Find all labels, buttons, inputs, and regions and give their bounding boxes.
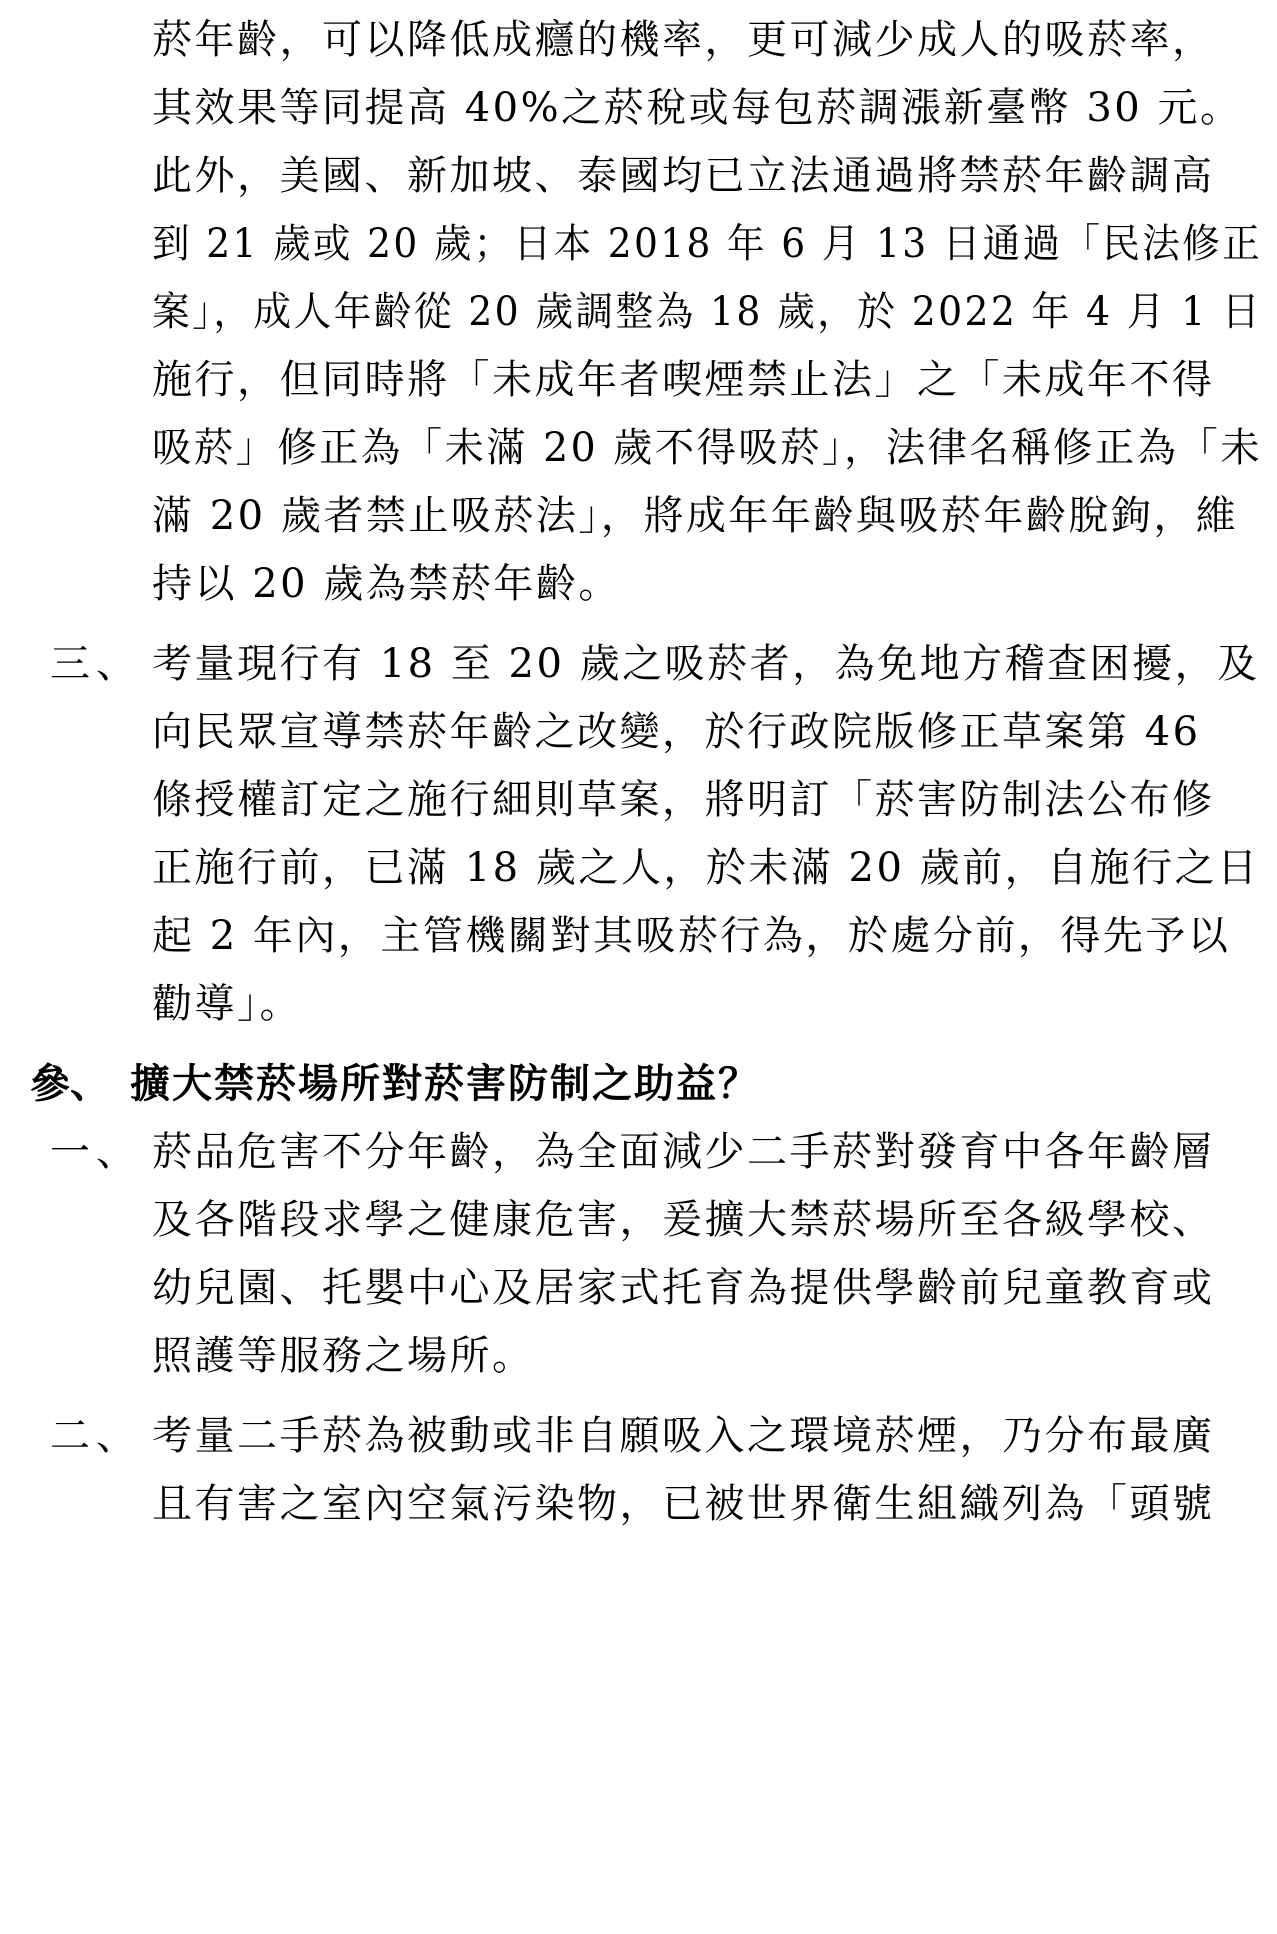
paragraph-line: 施行，但同時將「未成年者喫煙禁止法」之「未成年不得 [152,357,1215,403]
paragraph-line: 幼兒園、托嬰中心及居家式托育為提供學齡前兒童教育或 [152,1265,1215,1311]
item-number: 一、 [50,1129,142,1175]
paragraph-line: 菸年齡，可以降低成癮的機率，更可減少成人的吸菸率， [152,17,1215,63]
paragraph-line: 滿 20 歲者禁止吸菸法」，將成年年齡與吸菸年齡脫鉤，維 [152,493,1239,539]
paragraph-line: 其效果等同提高 40%之菸稅或每包菸調漲新臺幣 30 元。 [152,85,1243,131]
paragraph-line: 案」，成人年齡從 20 歲調整為 18 歲，於 2022 年 4 月 1 日 [152,289,1262,335]
paragraph-line: 向民眾宣導禁菸年齡之改變，於行政院版修正草案第 46 [152,709,1201,755]
paragraph-line: 照護等服務之場所。 [152,1333,535,1379]
paragraph-line: 到 21 歲或 20 歲；日本 2018 年 6 月 13 日通過「民法修正 [152,221,1262,267]
paragraph-line: 勸導」。 [152,981,302,1027]
paragraph-line: 且有害之室內空氣污染物，已被世界衛生組織列為「頭號 [152,1481,1215,1527]
item-number: 二、 [50,1413,142,1459]
section-heading: 擴大禁菸場所對菸害防制之助益？ [130,1060,760,1107]
paragraph-line: 考量二手菸為被動或非自願吸入之環境菸煙，乃分布最廣 [152,1413,1215,1459]
paragraph-line: 持以 20 歲為禁菸年齡。 [152,561,621,607]
section-number: 參、 [30,1060,110,1107]
paragraph-line: 條授權訂定之施行細則草案，將明訂「菸害防制法公布修 [152,777,1215,823]
paragraph-line: 此外，美國、新加坡、泰國均已立法通過將禁菸年齡調高 [152,153,1215,199]
paragraph-line: 正施行前，已滿 18 歲之人，於未滿 20 歲前，自施行之日 [152,845,1260,891]
paragraph-line: 起 2 年內，主管機關對其吸菸行為，於處分前，得先予以 [152,913,1231,959]
paragraph-line: 吸菸」修正為「未滿 20 歲不得吸菸」，法律名稱修正為「未 [152,425,1262,471]
item-number: 三、 [50,641,142,687]
paragraph-line: 及各階段求學之健康危害，爰擴大禁菸場所至各級學校、 [152,1197,1215,1243]
paragraph-line: 菸品危害不分年齡，為全面減少二手菸對發育中各年齡層 [152,1129,1215,1175]
paragraph-line: 考量現行有 18 至 20 歲之吸菸者，為免地方稽查困擾，及 [152,641,1260,687]
